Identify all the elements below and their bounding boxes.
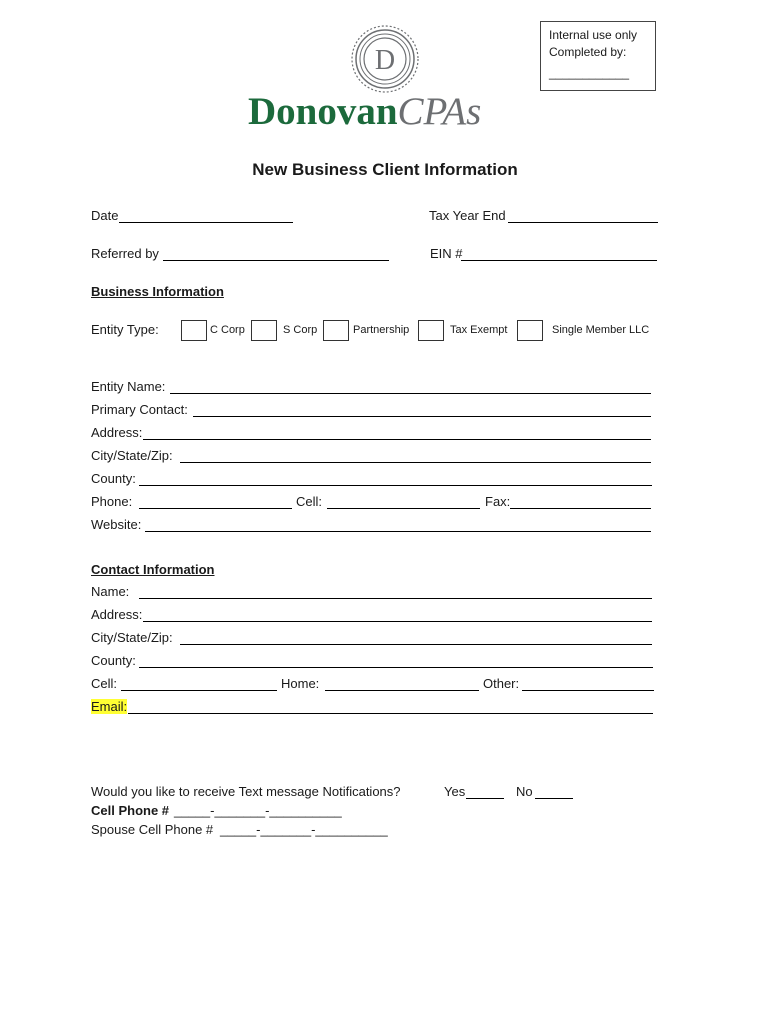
primary-contact-field[interactable] xyxy=(193,416,651,417)
business-county-field[interactable] xyxy=(139,485,652,486)
website-label: Website: xyxy=(91,517,142,532)
internal-use-label: Internal use only xyxy=(549,28,638,42)
logo-monogram: D xyxy=(374,45,396,76)
completed-by-label: Completed by: xyxy=(549,45,627,59)
s-corp-checkbox[interactable] xyxy=(251,320,277,341)
logo-wordmark-main: Donovan xyxy=(248,90,398,133)
contact-city-state-zip-field[interactable] xyxy=(180,644,652,645)
internal-use-box xyxy=(540,21,656,91)
no-field[interactable] xyxy=(535,798,573,799)
contact-email-label xyxy=(91,699,127,714)
business-county-label: County: xyxy=(91,471,136,486)
contact-name-field[interactable] xyxy=(139,598,652,599)
business-fax-field[interactable] xyxy=(510,508,651,509)
business-city-state-zip-label: City/State/Zip: xyxy=(91,448,173,463)
primary-contact-label: Primary Contact: xyxy=(91,402,188,417)
contact-other-field[interactable] xyxy=(522,690,654,691)
email-highlight: Email: xyxy=(91,699,128,714)
c-corp-checkbox[interactable] xyxy=(181,320,207,341)
contact-cell-field[interactable] xyxy=(121,690,277,691)
entity-name-label: Entity Name: xyxy=(91,379,166,394)
contact-cell-label: Cell: xyxy=(91,676,118,691)
tax-year-end-field[interactable] xyxy=(508,222,658,223)
contact-email-field[interactable] xyxy=(128,713,653,714)
tax-exempt-label: Tax Exempt xyxy=(450,324,508,336)
business-address-label: Address: xyxy=(91,425,143,440)
contact-home-field[interactable] xyxy=(325,690,479,691)
single-member-llc-label: Single Member LLC xyxy=(552,324,650,336)
contact-address-label: Address: xyxy=(91,607,143,622)
tax-exempt-checkbox[interactable] xyxy=(418,320,444,341)
business-cell-label: Cell: xyxy=(296,494,323,509)
business-information-heading: Business Information xyxy=(91,284,224,299)
business-phone-label: Phone: xyxy=(91,494,133,509)
referred-by-field[interactable] xyxy=(163,260,389,261)
website-field[interactable] xyxy=(145,531,651,532)
business-cell-field[interactable] xyxy=(327,508,480,509)
no-label: No xyxy=(516,784,533,799)
logo-wordmark-suffix: CPAs xyxy=(397,90,482,133)
logo-wordmark xyxy=(248,92,481,132)
contact-county-label: County: xyxy=(91,653,136,668)
business-fax-label: Fax: xyxy=(485,494,511,509)
s-corp-label: S Corp xyxy=(283,324,318,336)
contact-city-state-zip-label: City/State/Zip: xyxy=(91,630,173,645)
entity-name-field[interactable] xyxy=(170,393,651,394)
contact-home-label: Home: xyxy=(281,676,320,691)
date-label: Date xyxy=(91,208,119,223)
c-corp-label: C Corp xyxy=(210,324,245,336)
partnership-label: Partnership xyxy=(353,324,410,336)
single-member-llc-checkbox[interactable] xyxy=(517,320,543,341)
contact-information-heading: Contact Information xyxy=(91,562,215,577)
contact-county-field[interactable] xyxy=(139,667,653,668)
text-notification-question: Would you like to receive Text message Notifications? xyxy=(91,784,401,799)
contact-other-label: Other: xyxy=(483,676,520,691)
business-address-field[interactable] xyxy=(143,439,651,440)
business-city-state-zip-field[interactable] xyxy=(180,462,651,463)
logo-seal-icon xyxy=(350,24,420,94)
page-title: New Business Client Information xyxy=(252,160,518,179)
contact-address-field[interactable] xyxy=(143,621,652,622)
tax-year-end-label: Tax Year End xyxy=(429,208,506,223)
partnership-checkbox[interactable] xyxy=(323,320,349,341)
referred-by-label: Referred by xyxy=(91,246,159,261)
yes-label: Yes xyxy=(444,784,466,799)
entity-type-label: Entity Type: xyxy=(91,322,159,337)
cell-phone-field[interactable]: _____-_______-__________ xyxy=(174,803,342,818)
completed-by-blank: ____________ xyxy=(549,66,630,80)
spouse-cell-phone-field[interactable]: _____-_______-__________ xyxy=(220,822,388,837)
date-field[interactable] xyxy=(119,222,293,223)
ein-field[interactable] xyxy=(461,260,657,261)
yes-field[interactable] xyxy=(466,798,504,799)
contact-name-label: Name: xyxy=(91,584,130,599)
business-phone-field[interactable] xyxy=(139,508,292,509)
spouse-cell-phone-label: Spouse Cell Phone # xyxy=(91,822,214,837)
cell-phone-label: Cell Phone # xyxy=(91,803,170,818)
ein-label: EIN # xyxy=(430,246,463,261)
